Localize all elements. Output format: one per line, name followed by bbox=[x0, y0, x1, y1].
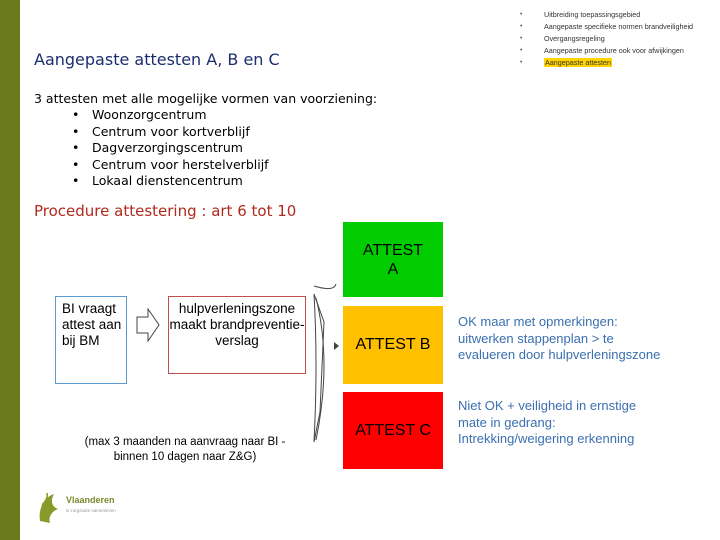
list-item: • Lokaal dienstencentrum bbox=[34, 173, 377, 190]
bullet-icon: • bbox=[520, 47, 523, 54]
list-item: • Dagverzorgingscentrum bbox=[34, 140, 377, 157]
attest-a-box bbox=[343, 222, 443, 297]
attest-a-label: ATTEST bbox=[362, 241, 424, 259]
intro-heading: 3 attesten met alle mogelijke vormen van voorziening: bbox=[34, 91, 378, 106]
logo-tagline: is zorgzaam samenleven bbox=[66, 508, 116, 513]
list-item: • Centrum voor herstelverblijf bbox=[34, 157, 377, 174]
request-box: BI vraagt attest aan bij BM bbox=[55, 296, 127, 384]
facility-list bbox=[34, 107, 377, 190]
attest-c-box bbox=[343, 392, 443, 469]
attest-b-label: ATTEST B bbox=[355, 336, 431, 353]
toc-item[interactable]: • Uitbreiding toepassingsgebied bbox=[520, 10, 641, 19]
toc-item[interactable]: • Overgangsregeling bbox=[520, 34, 605, 43]
result-c-text: Niet OK + veiligheid in ernstige mate in gedrang: Intrekking/weigering erkenning bbox=[458, 398, 637, 446]
toc-item[interactable]: • Aangepaste procedure ook voor afwijkingen bbox=[520, 46, 684, 55]
bullet-icon: • bbox=[520, 23, 523, 30]
slide-title: Aangepaste attesten A, B en C bbox=[34, 50, 280, 69]
toc-item[interactable]: • Aangepaste specifieke normen brandveiligheid bbox=[520, 22, 694, 31]
branch-arrows-icon bbox=[312, 282, 340, 452]
vlaanderen-logo bbox=[34, 491, 134, 525]
report-box: hulpverleningszone maakt brandpreventie-verslag bbox=[168, 296, 306, 374]
bullet-icon: • bbox=[520, 35, 523, 42]
attest-a-letter: A bbox=[387, 260, 399, 278]
procedure-title: Procedure attestering : art 6 tot 10 bbox=[34, 202, 297, 220]
attest-c-label: ATTEST C bbox=[355, 421, 431, 439]
result-a-text: OK de voorziening voldoet bbox=[452, 229, 605, 244]
intro-section bbox=[34, 91, 377, 190]
lion-logo-icon bbox=[34, 491, 64, 525]
logo-name: Vlaanderen bbox=[66, 495, 115, 505]
attest-b-box bbox=[343, 306, 443, 384]
result-b-text: OK maar met opmerkingen: uitwerken stappenplan > te evalueren door hulpverleningszone bbox=[458, 314, 661, 362]
left-accent-bar bbox=[0, 0, 20, 540]
right-arrow-icon bbox=[136, 308, 160, 342]
toc-item-active[interactable]: • Aangepaste attesten bbox=[520, 58, 611, 67]
bullet-icon: • bbox=[520, 11, 523, 18]
bullet-icon: • bbox=[520, 59, 523, 66]
list-item: • Woonzorgcentrum bbox=[34, 107, 377, 124]
timing-note: (max 3 maanden na aanvraag naar BI - binnen 10 dagen naar Z&G) bbox=[84, 436, 286, 463]
table-of-contents bbox=[516, 9, 693, 69]
list-item: • Centrum voor kortverblijf bbox=[34, 124, 377, 141]
